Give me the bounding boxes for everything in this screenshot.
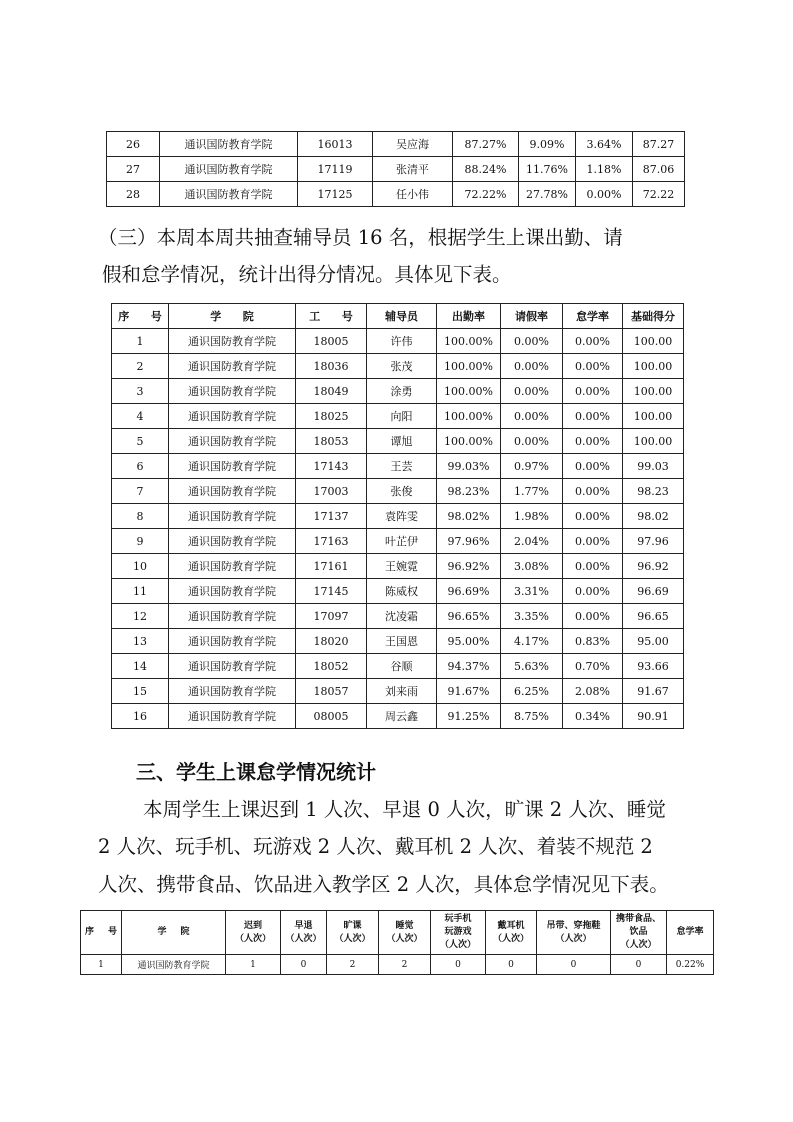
table-row	[112, 479, 684, 504]
table-header-cell: 怠学率	[667, 911, 714, 955]
table-cell: 96.92%	[437, 554, 501, 579]
paragraph-counselor-check-line2: 假和怠学情况，统计出得分情况。具体见下表。	[102, 263, 512, 286]
table-cell: 0.00%	[501, 379, 563, 404]
table-cell: 向阳	[367, 404, 437, 429]
table-header-cell: 吊带、穿拖鞋 （人次）	[537, 911, 611, 955]
table-cell: 91.67%	[437, 679, 501, 704]
table-cell: 0.00%	[563, 329, 623, 354]
table-cell: 1.77%	[501, 479, 563, 504]
table-cell: 0.00%	[501, 404, 563, 429]
table-cell: 谭旭	[367, 429, 437, 454]
table-cell: 28	[107, 182, 160, 207]
table-cell: 0.00%	[563, 479, 623, 504]
table-cell: 11.76%	[519, 157, 576, 182]
table-cell: 通识国防教育学院	[169, 679, 296, 704]
table-cell: 17097	[296, 604, 367, 629]
table-cell: 2	[379, 955, 431, 975]
table-cell: 通识国防教育学院	[160, 182, 298, 207]
table-cell: 87.06	[633, 157, 685, 182]
table-row	[112, 679, 684, 704]
table-cell: 17137	[296, 504, 367, 529]
table-cell: 0	[537, 955, 611, 975]
table-header-cell: 工 号	[296, 304, 367, 329]
table-cell: 谷顺	[367, 654, 437, 679]
table-cell: 许伟	[367, 329, 437, 354]
table-cell: 0.97%	[501, 454, 563, 479]
table-row	[112, 404, 684, 429]
paragraph-student-stats-line3: 人次、携带食品、饮品进入教学区 2 人次，具体怠学情况见下表。	[98, 873, 669, 896]
table-cell: 10	[112, 554, 169, 579]
table-header-cell: 请假率	[501, 304, 563, 329]
table-row	[112, 554, 684, 579]
table-cell: 96.92	[623, 554, 684, 579]
table-cell: 26	[107, 132, 160, 157]
table-cell: 通识国防教育学院	[169, 379, 296, 404]
table-cell: 18057	[296, 679, 367, 704]
table-cell: 95.00%	[437, 629, 501, 654]
table-cell: 14	[112, 654, 169, 679]
table-row	[107, 132, 685, 157]
table-cell: 100.00	[623, 379, 684, 404]
table-header-cell: 序 号	[81, 911, 122, 955]
table-cell: 通识国防教育学院	[169, 554, 296, 579]
table-cell: 0	[611, 955, 667, 975]
table-cell: 任小伟	[373, 182, 453, 207]
table-header-cell: 戴耳机 （人次）	[486, 911, 537, 955]
table-cell: 91.25%	[437, 704, 501, 729]
table-row	[107, 157, 685, 182]
table-cell: 100.00%	[437, 379, 501, 404]
table-header-cell: 基础得分	[623, 304, 684, 329]
table-cell: 0.34%	[563, 704, 623, 729]
table-cell: 0.70%	[563, 654, 623, 679]
attendance-table-continued	[106, 131, 685, 207]
table-header-row	[112, 304, 684, 329]
table-cell: 9	[112, 529, 169, 554]
table-row	[112, 329, 684, 354]
table-cell: 2.04%	[501, 529, 563, 554]
table-cell: 96.65%	[437, 604, 501, 629]
table-cell: 100.00%	[437, 329, 501, 354]
table-cell: 98.02	[623, 504, 684, 529]
table-cell: 91.67	[623, 679, 684, 704]
table-cell: 87.27	[633, 132, 685, 157]
table-cell: 吴应海	[373, 132, 453, 157]
table-cell: 18052	[296, 654, 367, 679]
table-cell: 13	[112, 629, 169, 654]
table-cell: 96.65	[623, 604, 684, 629]
table-cell: 100.00%	[437, 354, 501, 379]
table-cell: 17119	[298, 157, 373, 182]
table-cell: 0.83%	[563, 629, 623, 654]
table-cell: 通识国防教育学院	[160, 157, 298, 182]
table-cell: 17143	[296, 454, 367, 479]
table-cell: 袁阵雯	[367, 504, 437, 529]
table-header-cell: 出勤率	[437, 304, 501, 329]
table-cell: 97.96	[623, 529, 684, 554]
table-row	[112, 704, 684, 729]
table-cell: 8.75%	[501, 704, 563, 729]
table-cell: 6	[112, 454, 169, 479]
table-cell: 0.00%	[563, 504, 623, 529]
table-cell: 100.00%	[437, 404, 501, 429]
table-header-cell: 携带食品、 饮品 （人次）	[611, 911, 667, 955]
table-cell: 98.02%	[437, 504, 501, 529]
table-header-row	[81, 911, 714, 955]
table-cell: 0.00%	[563, 579, 623, 604]
table-header-cell: 早退 （人次）	[281, 911, 327, 955]
table-cell: 90.91	[623, 704, 684, 729]
table-cell: 17163	[296, 529, 367, 554]
table-cell: 0.00%	[563, 429, 623, 454]
table-cell: 100.00%	[437, 429, 501, 454]
table-row	[81, 955, 714, 975]
table-cell: 1	[226, 955, 281, 975]
table-cell: 94.37%	[437, 654, 501, 679]
table-cell: 0.22%	[667, 955, 714, 975]
table-cell: 0	[281, 955, 327, 975]
table-cell: 15	[112, 679, 169, 704]
table-cell: 陈威权	[367, 579, 437, 604]
table-cell: 18036	[296, 354, 367, 379]
table-cell: 通识国防教育学院	[169, 579, 296, 604]
counselor-score-table	[111, 303, 684, 729]
student-slack-table	[80, 910, 714, 975]
table-cell: 涂勇	[367, 379, 437, 404]
table-header-cell: 序 号	[112, 304, 169, 329]
paragraph-counselor-check-line1: （三）本周本周共抽查辅导员 16 名，根据学生上课出勤、请	[98, 226, 623, 249]
table-cell: 16013	[298, 132, 373, 157]
table-cell: 18020	[296, 629, 367, 654]
table-cell: 3	[112, 379, 169, 404]
table-cell: 0.00%	[563, 454, 623, 479]
table-cell: 0.00%	[501, 429, 563, 454]
table-cell: 0.00%	[563, 554, 623, 579]
table-cell: 张茂	[367, 354, 437, 379]
paragraph-student-stats-line1: 本周学生上课迟到 1 人次、早退 0 人次，旷课 2 人次、睡觉	[143, 798, 666, 821]
table-cell: 王国恩	[367, 629, 437, 654]
table-header-cell: 学 院	[122, 911, 226, 955]
table-cell: 9.09%	[519, 132, 576, 157]
table-cell: 通识国防教育学院	[169, 529, 296, 554]
table-cell: 99.03	[623, 454, 684, 479]
table-cell: 通识国防教育学院	[169, 479, 296, 504]
table-cell: 0.00%	[563, 379, 623, 404]
table-cell: 2.08%	[563, 679, 623, 704]
table-row	[107, 182, 685, 207]
table-cell: 0	[431, 955, 486, 975]
table-cell: 通识国防教育学院	[169, 404, 296, 429]
table-cell: 95.00	[623, 629, 684, 654]
table-cell: 王芸	[367, 454, 437, 479]
table-cell: 通识国防教育学院	[169, 654, 296, 679]
table-cell: 通识国防教育学院	[122, 955, 226, 975]
table-cell: 4.17%	[501, 629, 563, 654]
table-row	[112, 604, 684, 629]
table-cell: 通识国防教育学院	[160, 132, 298, 157]
table-cell: 08005	[296, 704, 367, 729]
table-cell: 100.00	[623, 429, 684, 454]
table-cell: 1	[81, 955, 122, 975]
table-cell: 通识国防教育学院	[169, 454, 296, 479]
table-cell: 98.23%	[437, 479, 501, 504]
table-cell: 周云鑫	[367, 704, 437, 729]
table-cell: 1.18%	[576, 157, 633, 182]
table-header-cell: 玩手机 玩游戏 （人次）	[431, 911, 486, 955]
table-cell: 张俊	[367, 479, 437, 504]
table-cell: 通识国防教育学院	[169, 629, 296, 654]
table-cell: 17003	[296, 479, 367, 504]
table-row	[112, 529, 684, 554]
paragraph-student-stats-line2: 2 人次、玩手机、玩游戏 2 人次、戴耳机 2 人次、着装不规范 2	[98, 835, 653, 858]
table-cell: 3.08%	[501, 554, 563, 579]
table-cell: 72.22	[633, 182, 685, 207]
table-cell: 17161	[296, 554, 367, 579]
table-cell: 17145	[296, 579, 367, 604]
table-cell: 张清平	[373, 157, 453, 182]
table-cell: 18053	[296, 429, 367, 454]
table-cell: 通识国防教育学院	[169, 329, 296, 354]
table-cell: 16	[112, 704, 169, 729]
table-cell: 72.22%	[453, 182, 519, 207]
table-row	[112, 379, 684, 404]
table-cell: 3.31%	[501, 579, 563, 604]
table-cell: 王婉霓	[367, 554, 437, 579]
table-cell: 88.24%	[453, 157, 519, 182]
table-cell: 7	[112, 479, 169, 504]
table-row	[112, 579, 684, 604]
table-cell: 18025	[296, 404, 367, 429]
table-row	[112, 654, 684, 679]
table-cell: 5	[112, 429, 169, 454]
table-cell: 87.27%	[453, 132, 519, 157]
table-cell: 通识国防教育学院	[169, 604, 296, 629]
table-cell: 5.63%	[501, 654, 563, 679]
table-cell: 96.69	[623, 579, 684, 604]
table-cell: 0.00%	[563, 604, 623, 629]
table-row	[112, 429, 684, 454]
table-cell: 27.78%	[519, 182, 576, 207]
table-cell: 0.00%	[501, 354, 563, 379]
table-cell: 2	[112, 354, 169, 379]
table-cell: 0.00%	[576, 182, 633, 207]
table-cell: 沈凌霜	[367, 604, 437, 629]
table-header-cell: 旷课 （人次）	[327, 911, 379, 955]
table-cell: 0.00%	[563, 354, 623, 379]
section-heading-3: 三、学生上课怠学情况统计	[136, 760, 376, 784]
table-header-cell: 迟到 （人次）	[226, 911, 281, 955]
table-cell: 17125	[298, 182, 373, 207]
table-cell: 3.64%	[576, 132, 633, 157]
table-cell: 叶芷伊	[367, 529, 437, 554]
table-cell: 97.96%	[437, 529, 501, 554]
table-cell: 100.00	[623, 354, 684, 379]
table-cell: 1.98%	[501, 504, 563, 529]
table-cell: 11	[112, 579, 169, 604]
table-cell: 0.00%	[563, 529, 623, 554]
table-cell: 1	[112, 329, 169, 354]
table-cell: 96.69%	[437, 579, 501, 604]
table-header-cell: 怠学率	[563, 304, 623, 329]
table-cell: 4	[112, 404, 169, 429]
table-cell: 12	[112, 604, 169, 629]
table-cell: 通识国防教育学院	[169, 704, 296, 729]
table-cell: 100.00	[623, 404, 684, 429]
table-header-cell: 睡觉 （人次）	[379, 911, 431, 955]
table-cell: 98.23	[623, 479, 684, 504]
table-cell: 0.00%	[501, 329, 563, 354]
table-row	[112, 504, 684, 529]
table-cell: 6.25%	[501, 679, 563, 704]
table-cell: 27	[107, 157, 160, 182]
table-cell: 0	[486, 955, 537, 975]
table-header-cell: 辅导员	[367, 304, 437, 329]
table-row	[112, 454, 684, 479]
table-cell: 通识国防教育学院	[169, 354, 296, 379]
table-cell: 通识国防教育学院	[169, 429, 296, 454]
table-row	[112, 629, 684, 654]
table-cell: 3.35%	[501, 604, 563, 629]
table-header-cell: 学 院	[169, 304, 296, 329]
table-cell: 100.00	[623, 329, 684, 354]
table-cell: 18005	[296, 329, 367, 354]
table-cell: 99.03%	[437, 454, 501, 479]
table-row	[112, 354, 684, 379]
table-cell: 通识国防教育学院	[169, 504, 296, 529]
table-cell: 8	[112, 504, 169, 529]
table-cell: 93.66	[623, 654, 684, 679]
table-cell: 刘来雨	[367, 679, 437, 704]
table-cell: 2	[327, 955, 379, 975]
table-cell: 0.00%	[563, 404, 623, 429]
table-cell: 18049	[296, 379, 367, 404]
